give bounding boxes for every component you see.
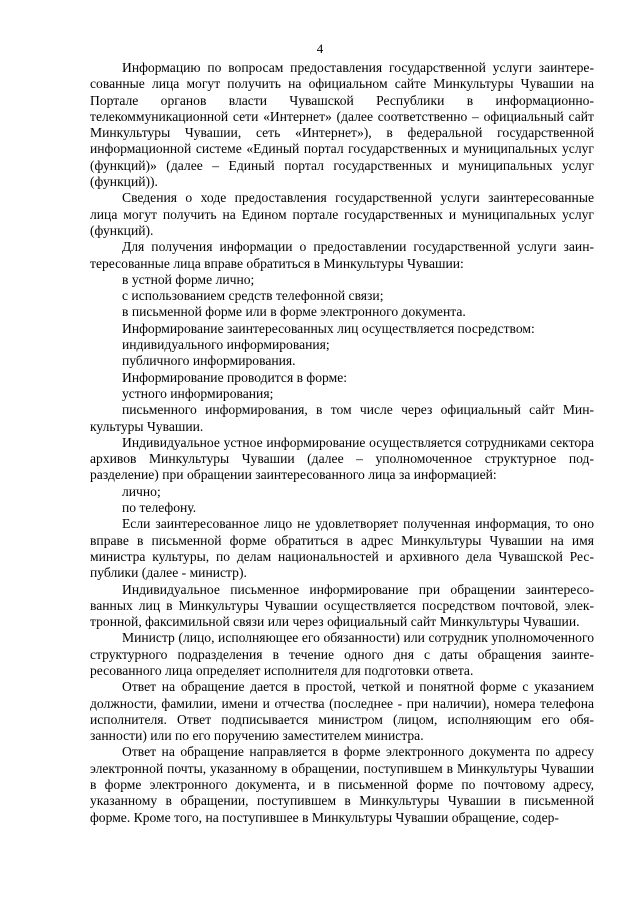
- paragraph-individual-written: Индивидуальное письменное информирование при обращении заинтересованных лиц в Минкультуры Чувашии осуществляется посредством почтовой, электронной, факсимильной связи или через официальный сайт Минкультуры Чувашии.: [90, 581, 594, 630]
- list-item-personally: лично;: [122, 483, 161, 499]
- list-item-written-or-electronic: в письменной форме или в форме электронного документа.: [122, 304, 466, 320]
- paragraph-information-sources: Информацию по вопросам предоставления государственной услуги заинтересованные лица могут получить на официальном сайте Минкультуры Чувашии на Портале органов власти Чувашской Республики в информационно-телекоммуникационной сети «Интернет» (далее соответственно – официальный сайт Минкультуры Чувашии, сеть «Интернет»), в федеральной государственной информационной системе «Единый портал государственных и муниципальных услуг (функций)» (далее – Единый портал государственных и муниципальных услуг (функций)).: [90, 60, 594, 190]
- list-item-individual-informing: индивидуального информирования;: [122, 337, 330, 353]
- paragraph-informing-means: Информирование заинтересованных лиц осуществляется посредством:: [122, 320, 535, 336]
- paragraph-progress-info: Сведения о ходе предоставления государственной услуги заинтересованные лица могут получить на Едином портале государственных и муниципальных услуг (функций).: [90, 190, 594, 238]
- paragraph-ways-to-apply: Для получения информации о предоставлении государственной услуги заинтересованные лица вправе обратиться в Минкультуры Чувашии:: [90, 239, 594, 271]
- list-item-by-phone: по телефону.: [122, 500, 197, 516]
- list-item-public-informing: публичного информирования.: [122, 353, 296, 369]
- paragraph-answer-form: Ответ на обращение дается в простой, четкой и понятной форме с указанием должности, фамилии, имени и отчества (последнее - при наличии), номера телефона исполнителя. Ответ подписывается министром (лицом, исполняющим его обязанности) или по его поручению заместителем министра.: [90, 679, 594, 744]
- document-body: [90, 60, 594, 826]
- list-item-telephone: с использованием средств телефонной связи;: [122, 288, 384, 304]
- paragraph-individual-oral: Индивидуальное устное информирование осуществляется сотрудниками сектора архивов Минкультуры Чувашии (далее – уполномоченное структурное подразделение) при обращении заинтересованного лица за информацией:: [90, 434, 594, 483]
- paragraph-minister-assigns: Министр (лицо, исполняющее его обязанности) или сотрудник уполномоченного структурного подразделения в течение одного дня с даты обращения заинтересованного лица определяет исполнителя для подготовки ответа.: [90, 630, 594, 678]
- paragraph-answer-delivery: Ответ на обращение направляется в форме электронного документа по адресу электронной почты, указанному в обращении, поступившем в Минкультуры Чувашии в форме электронного документа, и в письменной форме по почтовому адресу, указанному в обращении, поступившем в Минкультуры Чувашии в письменной форме. Кроме того, на поступившее в Минкультуры Чувашии обращение, содер-: [90, 744, 594, 825]
- list-item-oral-in-person: в устной форме лично;: [122, 271, 255, 287]
- page-number: 4: [316, 41, 324, 56]
- list-item-oral-informing: устного информирования;: [122, 385, 274, 401]
- list-item-written-informing: письменного информирования, в том числе через официальный сайт Минкультуры Чувашии.: [90, 402, 594, 434]
- paragraph-informing-forms: Информирование проводится в форме:: [122, 369, 348, 385]
- paragraph-not-satisfied: Если заинтересованное лицо не удовлетворяет полученная информация, то оно вправе в письменной форме обратиться в адрес Минкультуры Чувашии на имя министра культуры, по делам национальностей и архивного дела Чувашской Республики (далее - министр).: [90, 516, 594, 581]
